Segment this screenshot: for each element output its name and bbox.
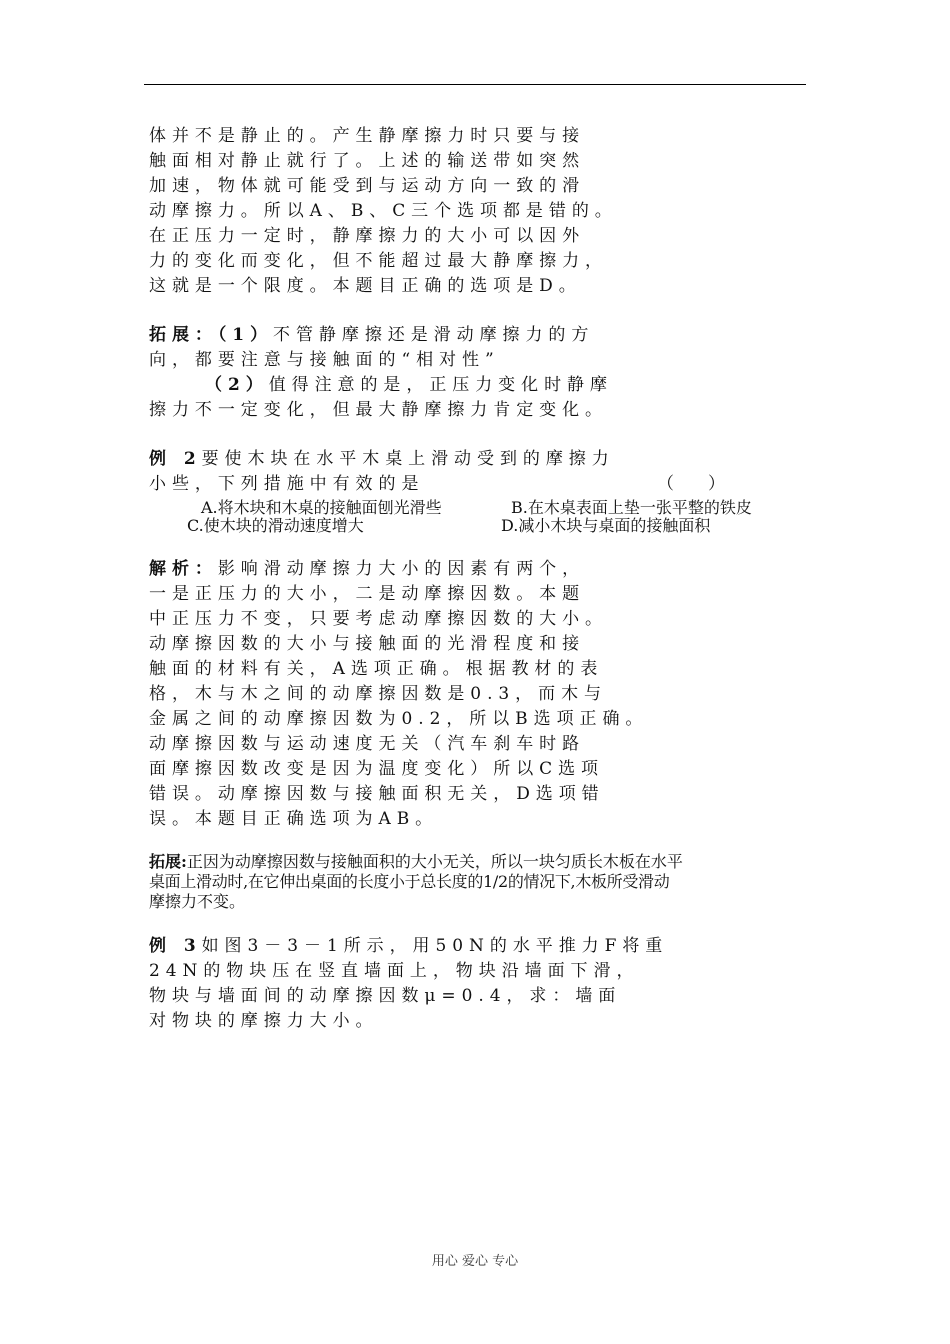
text-line [149,373,811,398]
option-a: A.将木块和木桌的接触面刨光滑些 [201,498,442,517]
header-rule [144,84,806,85]
page-footer: 用心 爱心 专心 [431,1254,519,1269]
extension-text: 不管静摩擦还是滑动摩擦力的方 [273,325,595,345]
text-line: 力的变化而变化，但不能超过最大静摩擦力， [149,251,608,271]
text-line: 金属之间的动摩擦因数为0.2，所以B选项正确。 [149,709,649,729]
option-c: C.使木块的滑动速度增大 [187,516,364,535]
text-line: 加速，物体就可能受到与运动方向一致的滑 [149,176,586,196]
question-text: 小些，下列措施中有效的是 [149,474,425,494]
extension-section-2 [149,852,811,912]
text-line: 摩擦力不变。 [149,892,246,911]
analysis-label: 解析： [149,559,218,579]
text-line [149,557,811,582]
extension-label: 拓展: [149,852,187,871]
text-line: 24N的物块压在竖直墙面上，物块沿墙面下滑， [149,961,640,981]
text-line: 触面相对静止就行了。上述的输送带如突然 [149,151,586,171]
example-label: 例 2 [149,449,202,469]
analysis-section [149,557,811,832]
text-line: 动摩擦因数与运动速度无关（汽车刹车时路 [149,734,586,754]
text-line: 中正压力不变，只要考虑动摩擦因数的大小。 [149,609,608,629]
example-label: 例 3 [149,936,202,956]
answer-blank: （ ） [657,474,725,494]
question-text: 要使木块在水平木桌上滑动受到的摩擦力 [201,449,615,469]
extension-label: 拓展：（1） [149,325,274,345]
extension-section-1 [149,323,811,423]
document-body [149,124,811,1034]
paragraph-answer-explanation [149,124,811,299]
question-text: 如图3－3－1所示，用50N的水平推力F将重 [201,936,669,956]
text-line [149,447,811,472]
text-line: 在正压力一定时，静摩擦力的大小可以因外 [149,226,586,246]
text-line: 擦力不一定变化，但最大静摩擦力肯定变化。 [149,400,608,420]
text-line: 桌面上滑动时,在它伸出桌面的长度小于总长度的1/2的情况下,木板所受滑动 [149,872,670,891]
option-row [149,515,811,537]
text-line: 面摩擦因数改变是因为温度变化）所以C选项 [149,759,605,779]
extension-text: 值得注意的是，正压力变化时静摩 [268,375,613,395]
text-line: 动摩擦力。所以A、B、C三个选项都是错的。 [149,201,618,221]
text-line: 对物块的摩擦力大小。 [149,1011,379,1031]
text-line: 误。本题目正确选项为AB。 [149,809,439,829]
text-line [149,323,811,348]
text-line: 体并不是静止的。产生静摩擦力时只要与接 [149,126,586,146]
text-line [149,934,811,959]
text-line [149,472,811,497]
text-line: 动摩擦因数的大小与接触面的光滑程度和接 [149,634,586,654]
example-3 [149,934,811,1034]
analysis-text: 影响滑动摩擦力大小的因素有两个， [217,559,586,579]
option-b: B.在木桌表面上垫一张平整的铁皮 [511,498,752,517]
text-line: 一是正压力的大小，二是动摩擦因数。本题 [149,584,586,604]
text-line: 向，都要注意与接触面的“相对性” [149,350,500,370]
text-line: 这就是一个限度。本题目正确的选项是D。 [149,276,582,296]
example-2 [149,447,811,537]
extension-text: 正因为动摩擦因数与接触面积的大小无关，所以一块匀质长木板在水平 [186,852,683,871]
text-line: 错误。动摩擦因数与接触面积无关，D选项错 [149,784,605,804]
text-line: 格，木与木之间的动摩擦因数是0.3，而木与 [149,684,607,704]
text-line: 触面的材料有关，A选项正确。根据教材的表 [149,659,604,679]
extension-label-2: （2） [205,375,269,395]
text-line [149,852,811,872]
text-line: 物块与墙面间的动摩擦因数μ=0.4，求：墙面 [149,986,622,1006]
option-d: D.减小木块与桌面的接触面积 [501,516,711,535]
